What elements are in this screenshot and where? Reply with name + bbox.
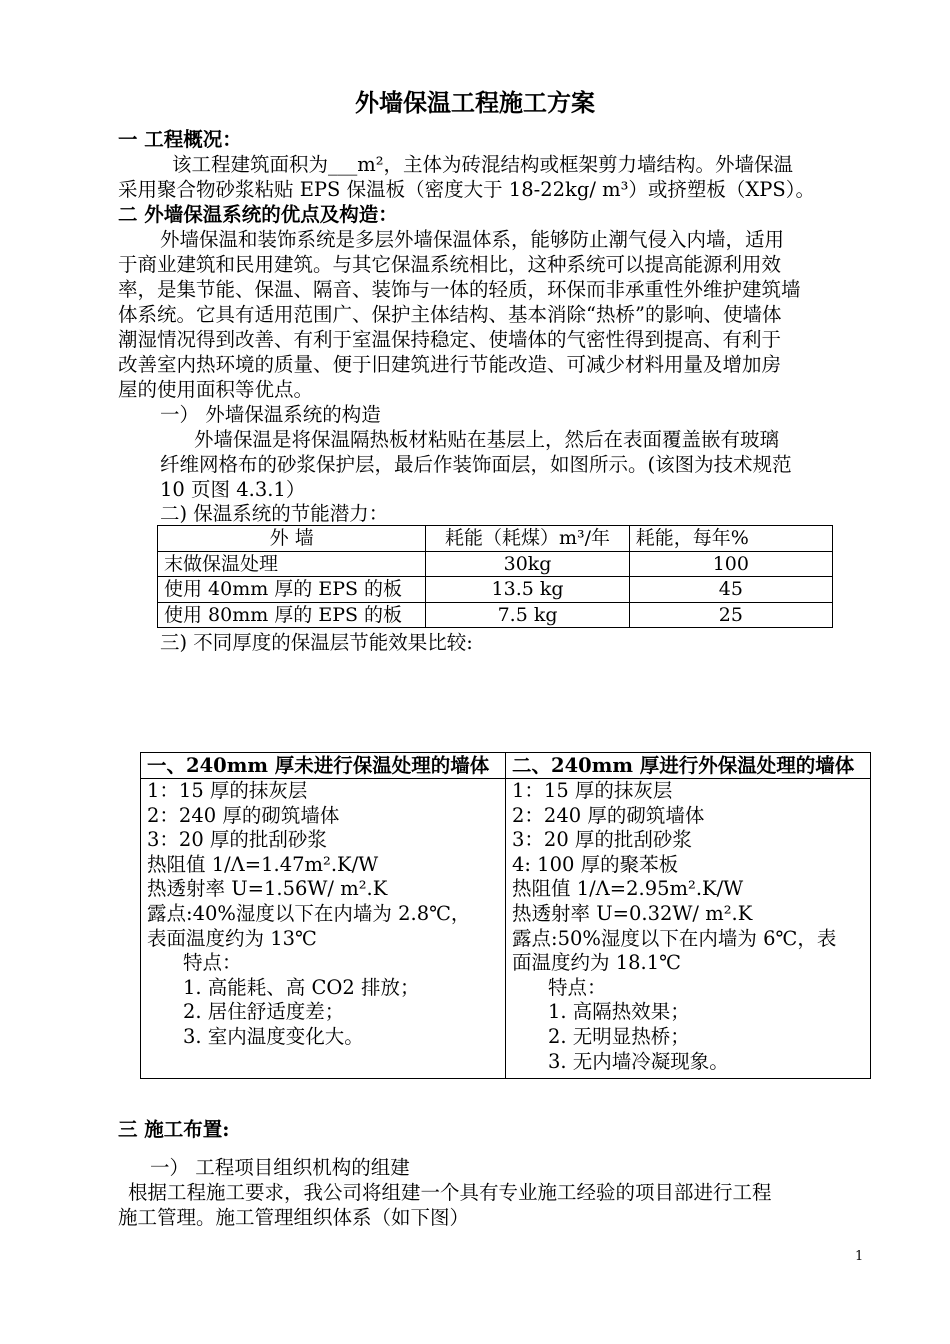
right-line: 4: 100 厚的聚苯板 [512,852,679,876]
table-cell: 使用 80mm 厚的 EPS 的板 [158,602,426,628]
table-header-cell: 耗能，每年% [629,526,832,552]
comparison-table [140,752,871,1079]
section2-line-3: 率，是集节能、保温、隔音、装饰与一体的轻质，环保而非承重性外维护建筑墙 [118,278,801,301]
section2-line-2: 于商业建筑和民用建筑。与其它保温系统相比，这种系统可以提高能源利用效 [118,253,782,276]
section2-line-7: 屋的使用面积等优点。 [118,378,314,401]
left-line: 热阻值 1/Λ=1.47m².K/W [147,852,379,876]
energy-saving-table [157,525,833,628]
table-cell: 45 [629,577,832,603]
right-line: 露点:50%湿度以下在内墙为 6℃，表 [512,926,837,950]
left-line: 1：15 厚的抹灰层 [147,779,308,802]
comparison-right-header: 二、240mm 厚进行外保温处理的墙体 [506,753,871,779]
section2-sub2-heading: 二) 保温系统的节能潜力： [160,502,389,525]
table-header-cell: 外 墙 [158,526,426,552]
right-line: 热阻值 1/Λ=2.95m².K/W [512,877,744,901]
document-title: 外墙保温工程施工方案 [355,88,595,117]
section2-sub1-line-1: 外墙保温是将保温隔热板材粘贴在基层上，然后在表面覆盖嵌有玻璃 [194,428,780,451]
comparison-left-cell [141,779,506,1079]
left-line: 3：20 厚的批刮砂浆 [147,828,327,852]
table-cell: 13.5 kg [426,577,629,603]
right-line: 1：15 厚的抹灰层 [512,779,673,802]
section3-line-2: 施工管理。施工管理组织体系（如下图） [118,1206,470,1229]
section3-heading: 三 施工布置: [118,1118,230,1141]
table-cell: 30kg [426,551,629,577]
right-line: 2：240 厚的砌筑墙体 [512,803,705,827]
right-feature-title: 特点： [548,975,607,999]
table-row [158,602,833,628]
section2-sub3-heading: 三) 不同厚度的保温层节能效果比较: [160,631,473,654]
right-line: 面温度约为 18.1℃ [512,951,681,975]
left-feature: 1. 高能耗、高 CO2 排放； [183,975,420,999]
section1-heading: 一 工程概况： [118,128,242,151]
section2-sub1-heading: 一） 外墙保温系统的构造 [160,403,381,426]
table-header-cell: 耗能（耗煤）m³/年 [426,526,629,552]
table-cell: 7.5 kg [426,602,629,628]
section1-line-1: 该工程建筑面积为___m²，主体为砖混结构或框架剪力墙结构。外墙保温 [172,153,794,176]
section2-line-6: 改善室内热环境的质量、便于旧建筑进行节能改造、可减少材料用量及增加房 [118,353,782,376]
section3-sub1-heading: 一） 工程项目组织机构的组建 [150,1156,410,1179]
section2-sub1-line-2: 纤维网格布的砂浆保护层，最后作装饰面层，如图所示。(该图为技术规范 [160,453,792,476]
page-number: 1 [855,1249,864,1264]
table-cell: 25 [629,602,832,628]
left-feature: 3. 室内温度变化大。 [183,1024,364,1048]
table-cell: 100 [629,551,832,577]
left-line: 2：240 厚的砌筑墙体 [147,803,340,827]
comparison-right-cell [506,779,871,1079]
right-feature: 1. 高隔热效果； [548,1000,690,1024]
comparison-body-row [141,779,871,1079]
left-line: 热透射率 U=1.56W/ m².K [147,877,388,901]
right-line: 热透射率 U=0.32W/ m².K [512,901,753,925]
section2-line-1: 外墙保温和装饰系统是多层外墙保温体系，能够防止潮气侵入内墙，适用 [160,228,785,251]
section3-line-1: 根据工程施工要求，我公司将组建一个具有专业施工经验的项目部进行工程 [128,1181,772,1204]
left-line: 表面温度约为 13℃ [147,926,317,950]
section2-line-4: 体系统。它具有适用范围广、保护主体结构、基本消除“热桥”的影响、使墙体 [118,303,782,326]
right-line: 3：20 厚的批刮砂浆 [512,828,692,852]
comparison-left-header: 一、240mm 厚未进行保温处理的墙体 [141,753,506,779]
left-feature: 2. 居住舒适度差； [183,1000,345,1024]
table-cell: 使用 40mm 厚的 EPS 的板 [158,577,426,603]
right-feature: 3. 无内墙冷凝现象。 [548,1049,729,1073]
table-header-row [158,526,833,552]
section1-line-2: 采用聚合物砂浆粘贴 EPS 保温板（密度大于 18-22kg/ m³）或挤塑板（XPS）。 [118,178,816,201]
left-feature-title: 特点： [183,951,242,975]
section2-sub1-line-3: 10 页图 4.3.1） [160,478,306,501]
table-row [158,577,833,603]
section2-heading: 二 外墙保温系统的优点及构造： [118,203,398,226]
comparison-header-row [141,753,871,779]
left-line: 露点:40%湿度以下在内墙为 2.8℃， [147,901,471,925]
section2-line-5: 潮湿情况得到改善、有利于室温保持稳定、使墙体的气密性得到提高、有利于 [118,328,782,351]
table-row [158,551,833,577]
table-cell: 末做保温处理 [158,551,426,577]
right-feature: 2. 无明显热桥； [548,1024,690,1048]
